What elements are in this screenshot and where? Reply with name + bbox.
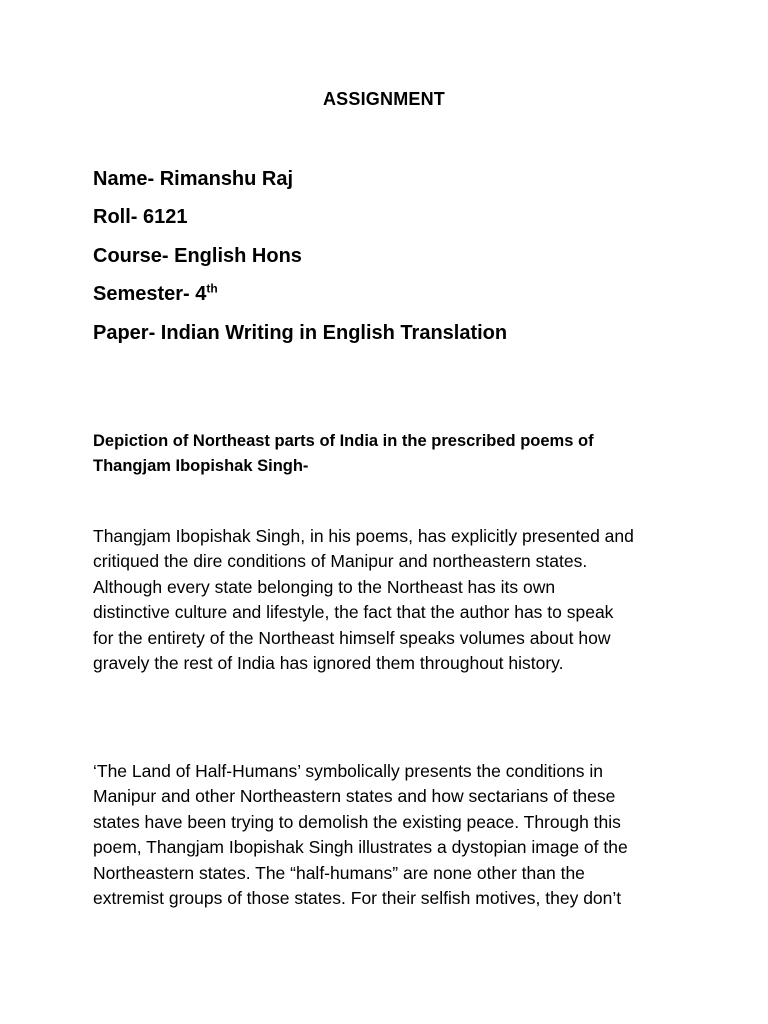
paragraph-line: distinctive culture and lifestyle, the fact that the author has to speak xyxy=(93,602,614,623)
paragraph-line: extremist groups of those states. For their selfish motives, they don’t xyxy=(93,888,622,909)
semester xyxy=(93,282,218,306)
semester-superscript: th xyxy=(206,281,218,296)
semester-text: Semester- 4 xyxy=(93,283,207,305)
paper: Paper- Indian Writing in English Translation xyxy=(93,322,508,344)
paragraph-line: gravely the rest of India has ignored them throughout history. xyxy=(93,653,564,674)
student-name: Name- Rimanshu Raj xyxy=(93,168,294,190)
heading-line: Thangjam Ibopishak Singh- xyxy=(93,457,309,475)
paragraph-line: ‘The Land of Half-Humans’ symbolically presents the conditions in xyxy=(93,761,604,781)
paragraph-line: Manipur and other Northeastern states and how sectarians of these xyxy=(93,786,616,807)
paragraph-line: states have been trying to demolish the existing peace. Through this xyxy=(93,811,621,832)
paragraph-1 xyxy=(93,524,693,676)
course: Course- English Hons xyxy=(93,245,302,267)
paragraph-line: Thangjam Ibopishak Singh, in his poems, has explicitly presented and xyxy=(93,526,634,546)
paragraph-line: critiqued the dire conditions of Manipur and northeastern states. xyxy=(93,551,588,572)
paragraph-line: Northeastern states. The “half-humans” are none other than the xyxy=(93,862,585,883)
heading-line: Depiction of Northeast parts of India in the prescribed poems of xyxy=(93,432,594,450)
paragraph-line: Although every state belonging to the Northeast has its own xyxy=(93,576,556,597)
paragraph-2 xyxy=(93,759,693,911)
roll-number: Roll- 6121 xyxy=(93,206,188,228)
section-heading xyxy=(93,429,683,479)
document-title: ASSIGNMENT xyxy=(322,89,445,109)
paragraph-line: for the entirety of the Northeast himself speaks volumes about how xyxy=(93,627,611,648)
paragraph-line: poem, Thangjam Ibopishak Singh illustrates a dystopian image of the xyxy=(93,837,628,858)
